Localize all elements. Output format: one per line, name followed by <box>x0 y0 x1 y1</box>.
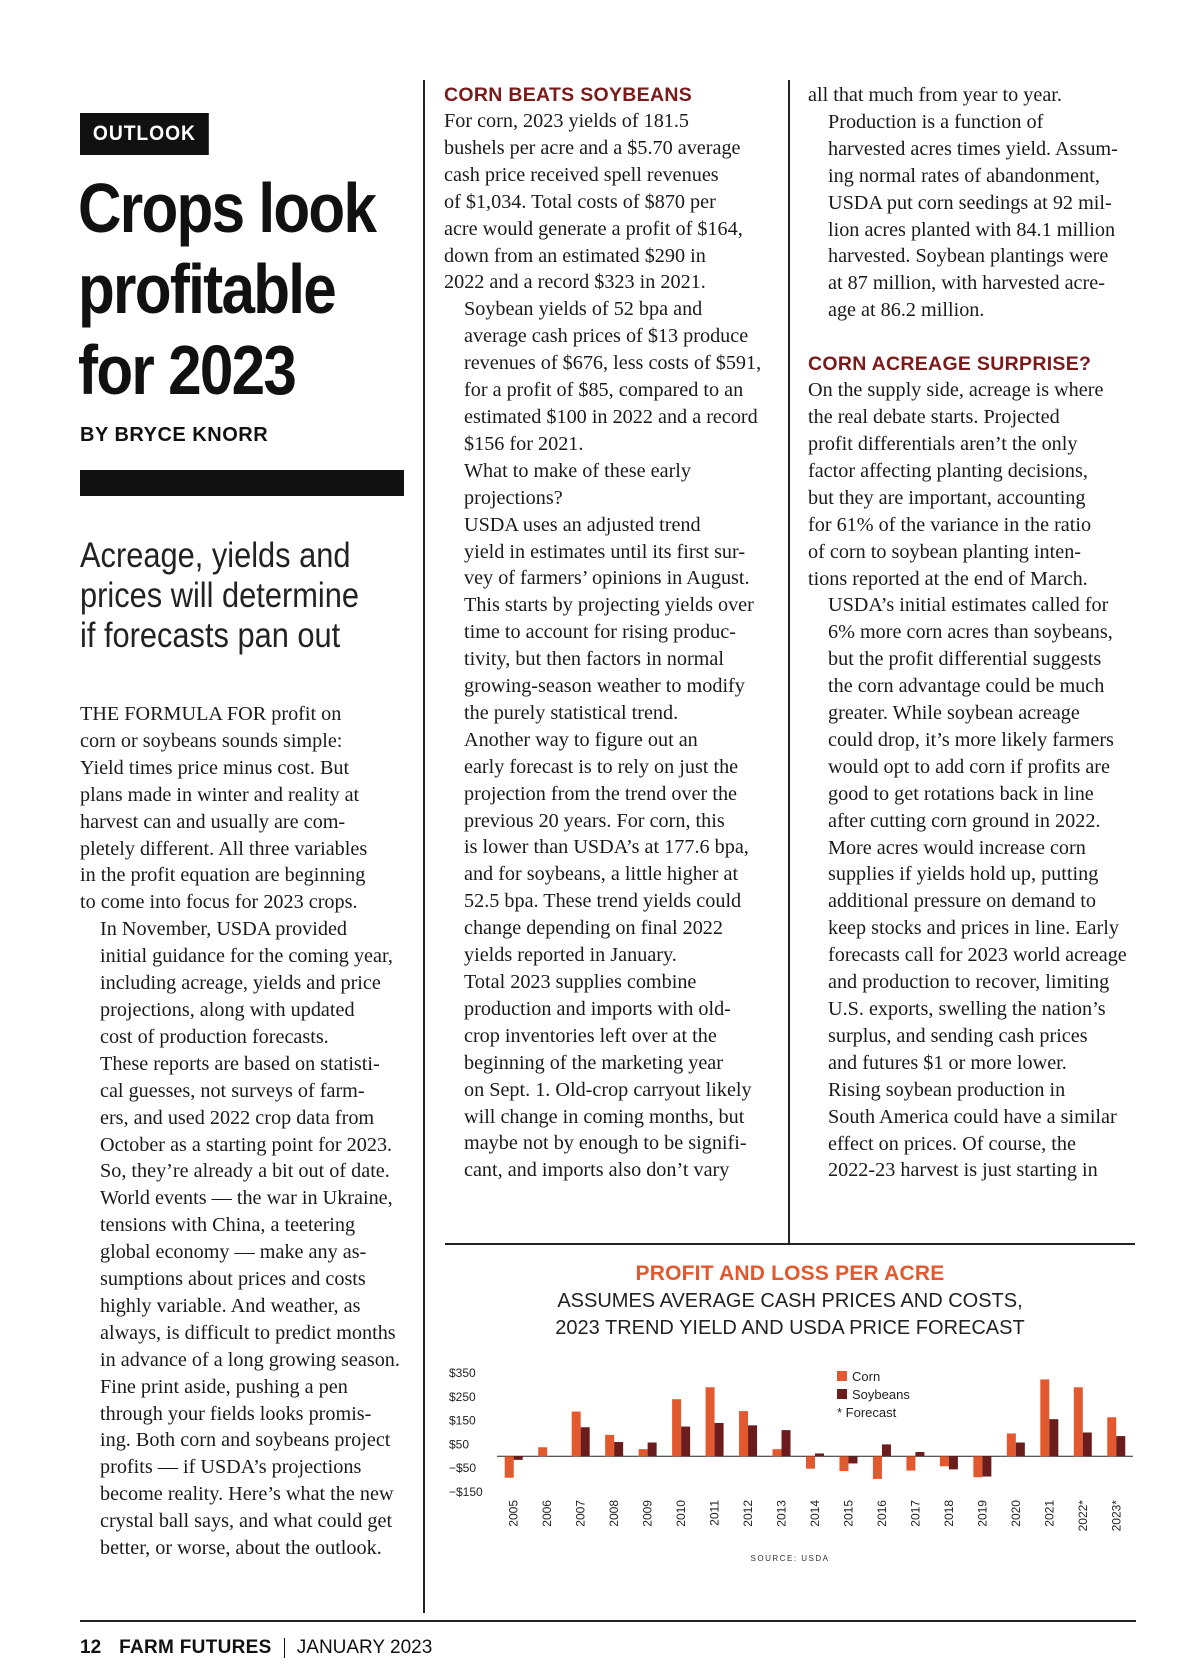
article-column-3-body-b <box>808 377 1138 1184</box>
text-line: projection from the trend over the <box>464 782 737 805</box>
article-column-3 <box>808 82 1138 1184</box>
text-line: time to account for rising produc- <box>464 621 736 644</box>
text-line: USDA’s initial estimates called for <box>828 594 1109 617</box>
text-line: 6% more corn acres than soybeans, <box>828 621 1113 644</box>
text-line: pletely different. All three variables <box>80 837 368 860</box>
soybeans-bar-2022 <box>1083 1433 1092 1457</box>
text-line: but the profit differential suggests <box>828 648 1102 671</box>
paragraph <box>80 916 405 1051</box>
article-column-2-body <box>444 108 774 1184</box>
corn-bar-2009 <box>639 1449 648 1456</box>
text-line: to come into focus for 2023 crops. <box>80 891 358 914</box>
article-column-2 <box>444 82 774 1184</box>
text-line: Yield times price minus cost. But <box>80 756 350 779</box>
corn-bar-2018 <box>940 1456 949 1466</box>
text-line: factor affecting planting decisions, <box>808 459 1088 482</box>
chart-subtitle-line: 2023 TREND YIELD AND USDA PRICE FORECAST <box>555 1317 1025 1339</box>
deck-line: Acreage, yields and <box>80 536 351 575</box>
text-line: the purely statistical trend. <box>464 701 679 724</box>
paragraph <box>80 1374 405 1562</box>
text-line: plans made in winter and reality at <box>80 783 360 806</box>
column-divider <box>788 80 790 1244</box>
paragraph <box>80 701 405 916</box>
text-line: vey of farmers’ opinions in August. <box>464 567 750 590</box>
soybeans-bar-2007 <box>581 1427 590 1456</box>
soybeans-bar-2010 <box>681 1427 690 1457</box>
chart-top-rule <box>445 1243 1135 1245</box>
soybeans-legend-swatch <box>837 1389 847 1399</box>
text-line: THE FORMULA FOR profit on <box>80 703 342 725</box>
text-line: crystal ball says, and what could get <box>100 1510 393 1533</box>
x-tick-label: 2014 <box>808 1500 822 1527</box>
soybeans-bar-2015 <box>848 1456 857 1463</box>
x-tick-label: 2005 <box>506 1500 521 1527</box>
corn-bar-2008 <box>605 1435 614 1456</box>
corn-legend-swatch <box>837 1371 847 1381</box>
section-tag: OUTLOOK <box>80 113 209 155</box>
text-line: Fine print aside, pushing a pen <box>100 1375 348 1398</box>
text-line: U.S. exports, swelling the nation’s <box>828 998 1106 1020</box>
text-line: and production to recover, limiting <box>828 971 1110 994</box>
x-tick-label: 2015 <box>841 1500 856 1527</box>
text-line: for 61% of the variance in the ratio <box>808 513 1092 536</box>
paragraph <box>444 969 774 1184</box>
text-line: additional pressure on demand to <box>828 890 1096 913</box>
text-line: tivity, but then factors in normal <box>464 648 724 671</box>
text-line: harvested acres times yield. Assum- <box>828 137 1118 160</box>
y-tick-label: $150 <box>449 1413 476 1428</box>
text-line: will change in coming months, but <box>464 1105 745 1128</box>
text-line: average cash prices of $13 produce <box>464 325 749 348</box>
text-line: growing-season weather to modify <box>464 675 745 698</box>
text-line: forecasts call for 2023 world acreage <box>828 944 1127 967</box>
text-line: at 87 million, with harvested acre- <box>828 272 1105 295</box>
text-line: global economy — make any as- <box>100 1241 367 1264</box>
soybeans-bar-2019 <box>982 1456 991 1476</box>
corn-bar-2006 <box>538 1447 547 1456</box>
corn-bar-2007 <box>572 1412 581 1457</box>
text-line: all that much from year to year. <box>808 84 1062 106</box>
paragraph <box>808 1077 1138 1185</box>
text-line: age at 86.2 million. <box>828 299 985 322</box>
corn-bar-2015 <box>839 1456 848 1471</box>
text-line: highly variable. And weather, as <box>100 1294 361 1317</box>
soybeans-bar-2011 <box>715 1423 724 1456</box>
text-line: October as a starting point for 2023. <box>100 1133 393 1156</box>
soybeans-bar-2013 <box>782 1430 791 1456</box>
corn-bar-2013 <box>773 1449 782 1456</box>
x-tick-label: 2023* <box>1109 1500 1124 1532</box>
text-line: the corn advantage could be much <box>828 675 1105 698</box>
x-tick-label: 2013 <box>774 1500 789 1527</box>
x-tick-label: 2017 <box>908 1500 923 1527</box>
text-line: early forecast is to rely on just the <box>464 755 739 778</box>
y-tick-label: $250 <box>449 1389 476 1404</box>
subhead-corn-acreage-surprise: CORN ACREAGE SURPRISE? <box>808 353 1092 376</box>
soybeans-bar-2018 <box>949 1456 958 1469</box>
text-line: crop inventories left over at the <box>464 1024 717 1047</box>
y-tick-label: $50 <box>449 1437 470 1452</box>
text-line: in advance of a long growing season. <box>100 1348 400 1371</box>
corn-bar-2005 <box>505 1456 514 1477</box>
text-line: through your fields looks promis- <box>100 1402 372 1425</box>
text-line: cost of production forecasts. <box>100 1025 329 1048</box>
text-line: become reality. Here’s what the new <box>100 1483 394 1506</box>
paragraph <box>444 458 774 512</box>
forecast-legend-label: * Forecast <box>837 1405 897 1420</box>
text-line: and for soybeans, a little higher at <box>464 863 739 886</box>
x-tick-label: 2010 <box>674 1500 689 1527</box>
chart-subtitle <box>445 1288 1135 1342</box>
paragraph <box>444 512 774 727</box>
corn-bar-2016 <box>873 1456 882 1479</box>
corn-bar-2020 <box>1007 1433 1016 1456</box>
text-line: cant, and imports also don’t vary <box>464 1159 730 1182</box>
subhead-corn-beats-soybeans: CORN BEATS SOYBEANS <box>444 84 693 106</box>
text-line: What to make of these early <box>464 459 692 482</box>
text-line: better, or worse, about the outlook. <box>100 1537 382 1560</box>
text-line: would opt to add corn if profits are <box>828 755 1110 778</box>
text-line: initial guidance for the coming year, <box>100 945 393 968</box>
text-line: profits — if USDA’s projections <box>100 1456 362 1479</box>
text-line: greater. While soybean acreage <box>828 702 1080 725</box>
text-line: of corn to soybean planting inten- <box>808 540 1082 563</box>
paragraph <box>808 835 1138 1077</box>
text-line: 2022-23 harvest is just starting in <box>828 1159 1098 1182</box>
text-line: effect on prices. Of course, the <box>828 1132 1076 1155</box>
text-line: tions reported at the end of March. <box>808 567 1088 590</box>
soybeans-bar-2005 <box>514 1456 523 1460</box>
text-line: good to get rotations back in line <box>828 782 1094 805</box>
text-line: Soybean yields of 52 bpa and <box>464 298 703 321</box>
column-divider <box>423 80 425 1613</box>
text-line: including acreage, yields and price <box>100 972 381 995</box>
x-tick-label: 2022* <box>1075 1500 1090 1532</box>
text-line: These reports are based on statisti- <box>100 1052 380 1075</box>
text-line: revenues of $676, less costs of $591, <box>464 352 762 375</box>
text-line: on Sept. 1. Old-crop carryout likely <box>464 1078 752 1101</box>
text-line: Total 2023 supplies combine <box>464 971 697 993</box>
corn-bar-2017 <box>906 1456 915 1470</box>
text-line: but they are important, accounting <box>808 486 1086 509</box>
headline-line: Crops look <box>78 169 376 247</box>
x-tick-label: 2008 <box>607 1500 622 1527</box>
issue-date: JANUARY 2023 <box>296 1637 433 1658</box>
text-line: South America could have a similar <box>828 1105 1117 1128</box>
byline: BY BRYCE KNORR <box>80 424 269 446</box>
paragraph <box>444 727 774 969</box>
corn-bar-2012 <box>739 1411 748 1456</box>
text-line: tensions with China, a teetering <box>100 1214 356 1237</box>
corn-bar-2014 <box>806 1456 815 1468</box>
text-line: change depending on final 2022 <box>464 917 723 940</box>
text-line: estimated $100 in 2022 and a record <box>464 405 758 428</box>
x-tick-label: 2020 <box>1008 1500 1023 1527</box>
text-line: cash price received spell revenues <box>444 163 719 186</box>
paragraph <box>444 108 774 296</box>
corn-bar-2023 <box>1107 1417 1116 1456</box>
soybeans-bar-2014 <box>815 1453 824 1456</box>
page-footer <box>80 1637 432 1659</box>
text-line: down from an estimated $290 in <box>444 244 706 267</box>
paragraph <box>80 1051 405 1374</box>
x-tick-label: 2006 <box>540 1500 555 1527</box>
text-line: yields reported in January. <box>464 944 677 967</box>
corn-bar-2011 <box>706 1387 715 1456</box>
footer-separator <box>284 1638 285 1658</box>
text-line: ing normal rates of abandonment, <box>828 164 1100 187</box>
text-line: keep stocks and prices in line. Early <box>828 917 1119 940</box>
text-line: is lower than USDA’s at 177.6 bpa, <box>464 836 749 859</box>
deck-line: if forecasts pan out <box>80 616 341 655</box>
text-line: profit differentials aren’t the only <box>808 432 1078 455</box>
text-line: for a profit of $85, compared to an <box>464 379 744 402</box>
corn-bar-2010 <box>672 1399 681 1456</box>
text-line: acre would generate a profit of $164, <box>444 217 743 240</box>
text-line: projections? <box>464 486 563 509</box>
soybeans-bar-2016 <box>882 1444 891 1456</box>
text-line: could drop, it’s more likely farmers <box>828 728 1114 751</box>
text-line: harvested. Soybean plantings were <box>828 245 1109 268</box>
paragraph <box>808 82 1138 109</box>
paragraph <box>808 109 1138 324</box>
text-line: corn or soybeans sounds simple: <box>80 729 343 752</box>
y-tick-label: −$150 <box>449 1485 483 1499</box>
magazine-name: FARM FUTURES <box>119 1637 272 1658</box>
soybeans-bar-2021 <box>1049 1419 1058 1456</box>
paragraph <box>808 377 1138 592</box>
text-line: 2022 and a record $323 in 2021. <box>444 271 706 294</box>
text-line: ing. Both corn and soybeans project <box>100 1429 391 1452</box>
text-line: Production is a function of <box>828 110 1044 133</box>
text-line: World events — the war in Ukraine, <box>100 1187 393 1210</box>
footer-rule <box>80 1620 1136 1622</box>
deck-line: prices will determine <box>80 576 360 615</box>
text-line: In November, USDA provided <box>100 918 348 941</box>
text-line: beginning of the marketing year <box>464 1051 723 1074</box>
text-line: yield in estimates until its first sur- <box>464 540 746 563</box>
x-tick-label: 2009 <box>640 1500 655 1527</box>
y-tick-label: $350 <box>449 1366 476 1380</box>
text-line: projections, along with updated <box>100 998 355 1021</box>
article-column-3-body-a <box>808 82 1138 324</box>
text-line: USDA uses an adjusted trend <box>464 513 701 536</box>
text-line: lion acres planted with 84.1 million <box>828 218 1116 241</box>
soybeans-bar-2017 <box>915 1452 924 1456</box>
article-column-1 <box>80 701 405 1562</box>
text-line: USDA put corn seedings at 92 mil- <box>828 191 1112 214</box>
profit-loss-chart <box>445 1365 1135 1553</box>
chart-source: SOURCE: USDA <box>750 1554 830 1563</box>
soybeans-bar-2009 <box>648 1442 657 1456</box>
text-line: So, they’re already a bit out of date. <box>100 1160 390 1183</box>
soybeans-bar-2020 <box>1016 1442 1025 1456</box>
x-tick-label: 2016 <box>874 1500 889 1527</box>
text-line: always, is difficult to predict months <box>100 1321 396 1344</box>
x-tick-label: 2007 <box>573 1500 588 1527</box>
soybeans-legend-label: Soybeans <box>852 1387 910 1402</box>
x-tick-label: 2018 <box>941 1500 956 1527</box>
deck <box>80 536 370 656</box>
corn-legend-label: Corn <box>852 1369 881 1384</box>
soybeans-bar-2008 <box>614 1442 623 1456</box>
text-line: of $1,034. Total costs of $870 per <box>444 190 716 213</box>
text-line: Another way to figure out an <box>464 728 698 751</box>
headline <box>78 168 376 411</box>
text-line: $156 for 2021. <box>464 432 584 455</box>
soybeans-bar-2012 <box>748 1425 757 1456</box>
text-line: On the supply side, acreage is where <box>808 379 1104 402</box>
page-number: 12 <box>80 1637 102 1658</box>
text-line: in the profit equation are beginning <box>80 864 366 887</box>
paragraph <box>808 592 1138 834</box>
text-line: surplus, and sending cash prices <box>828 1024 1088 1047</box>
x-tick-label: 2021 <box>1042 1500 1057 1527</box>
corn-bar-2022 <box>1074 1387 1083 1456</box>
text-line: and futures $1 or more lower. <box>828 1051 1067 1074</box>
x-tick-label: 2012 <box>741 1500 756 1527</box>
text-line: Rising soybean production in <box>828 1078 1066 1101</box>
text-line: More acres would increase corn <box>828 836 1086 859</box>
text-line: ers, and used 2022 crop data from <box>100 1106 375 1129</box>
corn-bar-2019 <box>973 1456 982 1477</box>
headline-line: profitable <box>78 250 336 328</box>
headline-line: for 2023 <box>78 331 296 409</box>
chart-title: PROFIT AND LOSS PER ACRE <box>635 1262 945 1285</box>
soybeans-bar-2023 <box>1116 1436 1125 1456</box>
text-line: bushels per acre and a $5.70 average <box>444 136 741 159</box>
text-line: cal guesses, not surveys of farm- <box>100 1079 365 1102</box>
text-line: after cutting corn ground in 2022. <box>828 809 1101 832</box>
text-line: the real debate starts. Projected <box>808 406 1060 429</box>
text-line: 52.5 bpa. These trend yields could <box>464 890 742 913</box>
byline-rule <box>80 470 404 496</box>
text-line: sumptions about prices and costs <box>100 1268 366 1291</box>
text-line: maybe not by enough to be signifi- <box>464 1132 747 1155</box>
y-tick-label: −$50 <box>449 1461 477 1476</box>
text-line: previous 20 years. For corn, this <box>464 809 725 832</box>
text-line: This starts by projecting yields over <box>464 594 754 617</box>
text-line: harvest can and usually are com- <box>80 810 346 833</box>
paragraph <box>444 296 774 457</box>
chart-subtitle-line: ASSUMES AVERAGE CASH PRICES AND COSTS, <box>557 1290 1023 1312</box>
text-line: production and imports with old- <box>464 997 731 1020</box>
x-tick-label: 2011 <box>707 1500 722 1526</box>
corn-bar-2021 <box>1040 1379 1049 1456</box>
x-tick-label: 2019 <box>975 1500 990 1527</box>
text-line: supplies if yields hold up, putting <box>828 863 1099 886</box>
text-line: For corn, 2023 yields of 181.5 <box>444 110 690 132</box>
